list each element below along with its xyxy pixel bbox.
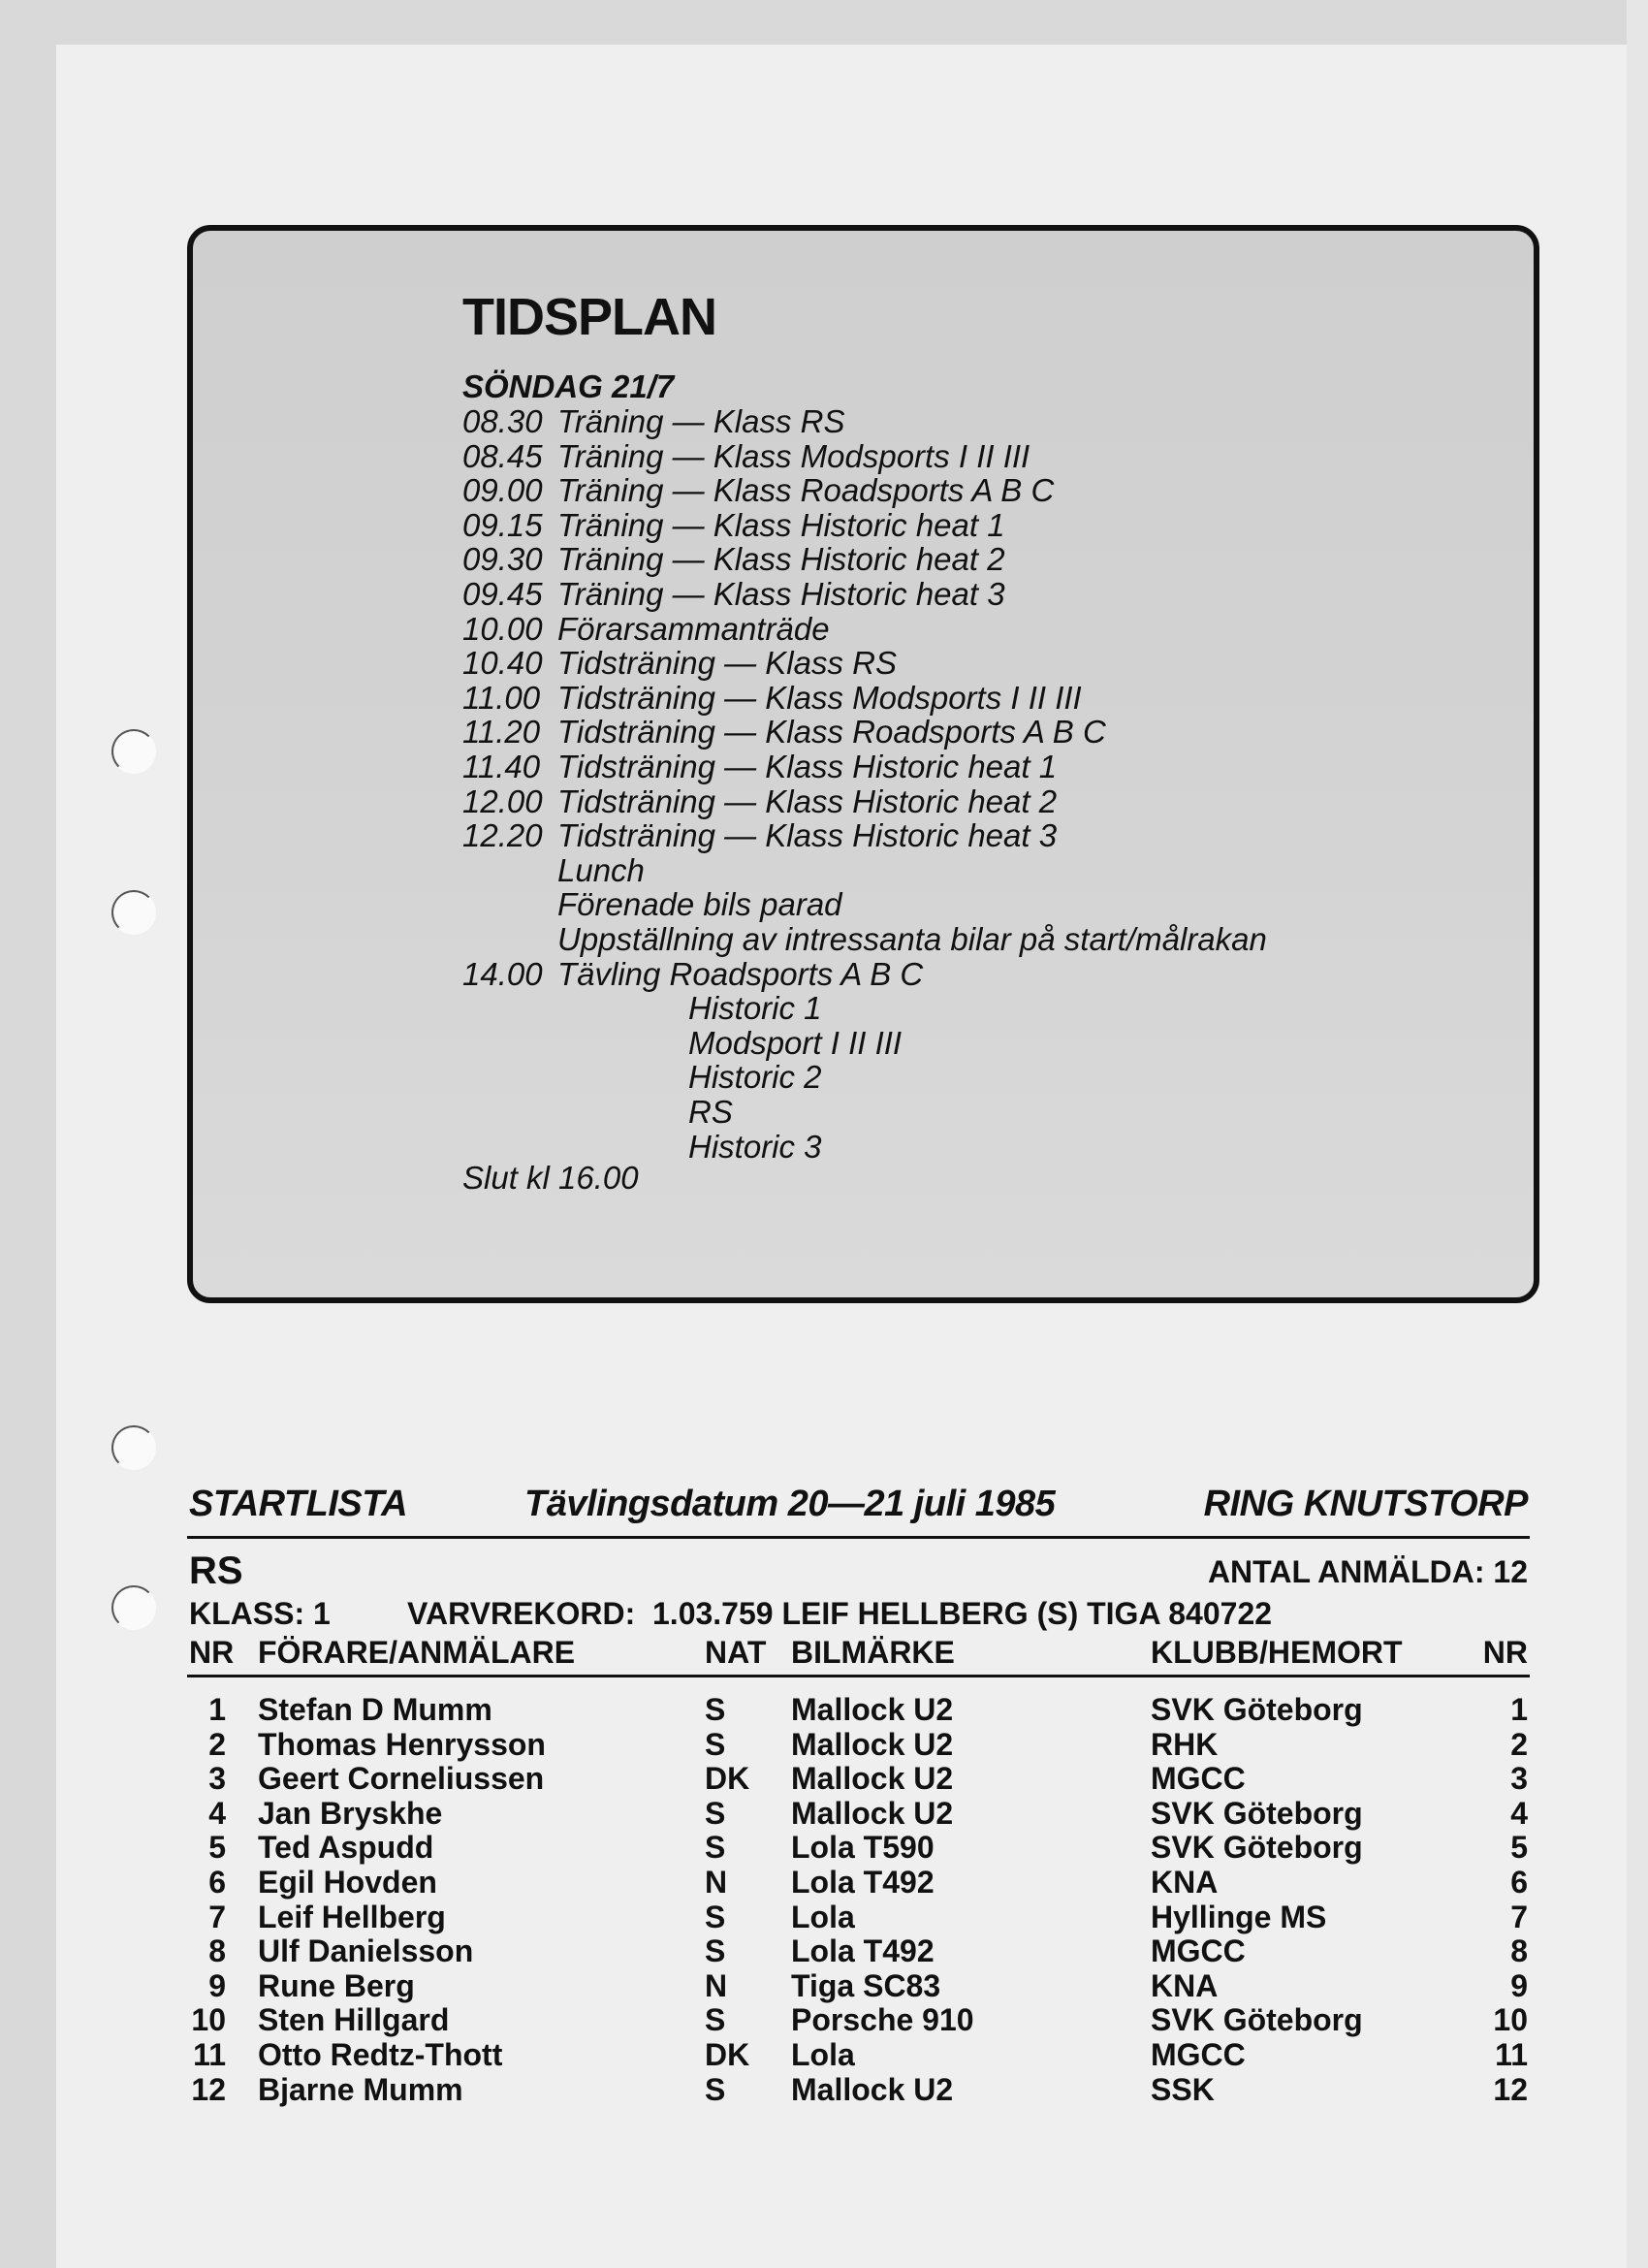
schedule-activity: Träning — Klass Historic heat 3 xyxy=(557,576,1005,612)
row-club: Hyllinge MS xyxy=(1151,1899,1327,1934)
col-club: KLUBB/HEMORT xyxy=(1151,1635,1403,1670)
race-order-item: Historic 2 xyxy=(688,1059,822,1096)
col-car: BILMÄRKE xyxy=(791,1635,955,1670)
table-rule xyxy=(187,1675,1530,1677)
row-car: Mallock U2 xyxy=(791,1726,954,1762)
row-driver: Geert Corneliussen xyxy=(258,1761,545,1797)
row-driver: Ulf Danielsson xyxy=(258,1933,474,1969)
schedule-activity: Träning — Klass RS xyxy=(557,403,845,439)
row-nr-right: 2 xyxy=(1510,1726,1528,1762)
row-driver: Rune Berg xyxy=(258,1967,415,2003)
schedule-end: Slut kl 16.00 xyxy=(462,1160,639,1196)
row-driver: Thomas Henrysson xyxy=(258,1726,546,1762)
row-driver: Ted Aspudd xyxy=(258,1830,434,1866)
row-club: SVK Göteborg xyxy=(1151,1692,1363,1727)
row-club: SSK xyxy=(1151,2071,1215,2107)
schedule-activity: Tidsträning — Klass Modsports I II III xyxy=(557,679,1082,716)
venue: RING KNUTSTORP xyxy=(1203,1484,1528,1524)
race-order-item: Historic 1 xyxy=(688,990,822,1027)
row-car: Porsche 910 xyxy=(791,2002,974,2038)
row-club: MGCC xyxy=(1151,2037,1246,2072)
row-nr: 3 xyxy=(208,1761,226,1797)
row-nr: 2 xyxy=(208,1726,226,1762)
row-driver: Stefan D Mumm xyxy=(258,1692,492,1727)
schedule-activity: Träning — Klass Roadsports A B C xyxy=(557,472,1055,509)
row-club: MGCC xyxy=(1151,1761,1246,1797)
row-driver: Otto Redtz-Thott xyxy=(258,2037,503,2072)
schedule-time: 12.00 xyxy=(462,783,543,819)
row-club: SVK Göteborg xyxy=(1151,1795,1363,1831)
row-car: Lola T492 xyxy=(791,1933,935,1969)
schedule-activity: Förenade bils parad xyxy=(557,886,842,923)
row-nr: 9 xyxy=(208,1967,226,2003)
competition-date: Tävlingsdatum 20—21 juli 1985 xyxy=(524,1484,1056,1524)
schedule-activity: Lunch xyxy=(557,851,645,888)
punch-hole xyxy=(111,1585,156,1630)
class-code: RS xyxy=(189,1549,243,1592)
schedule-activity: Tävling Roadsports A B C xyxy=(557,955,924,992)
row-nr: 5 xyxy=(208,1830,226,1866)
row-nr: 11 xyxy=(193,2037,226,2072)
schedule-activity: Uppställning av intressanta bilar på start/målrakan xyxy=(557,921,1267,957)
schedule-time: 08.30 xyxy=(462,403,543,439)
row-nat: S xyxy=(705,1830,726,1866)
schedule-activity: Träning — Klass Modsports I II III xyxy=(557,437,1030,474)
schedule-time: 11.20 xyxy=(462,714,541,751)
row-nr: 6 xyxy=(208,1865,226,1900)
schedule-activity: Tidsträning — Klass Historic heat 1 xyxy=(557,749,1058,784)
row-car: Mallock U2 xyxy=(791,1692,954,1727)
row-car: Lola T590 xyxy=(791,1830,935,1866)
row-nat: N xyxy=(705,1967,728,2003)
row-nat: N xyxy=(705,1865,728,1900)
row-nr: 7 xyxy=(208,1899,226,1934)
row-nr: 12 xyxy=(191,2071,226,2107)
row-driver: Sten Hillgard xyxy=(258,2002,450,2038)
row-nat: S xyxy=(705,1692,726,1727)
schedule-activity: Träning — Klass Historic heat 1 xyxy=(557,506,1005,543)
schedule-activity: Tidsträning — Klass Historic heat 2 xyxy=(557,783,1058,819)
row-car: Mallock U2 xyxy=(791,2071,954,2107)
race-order-item: Modsport I II III xyxy=(688,1024,903,1061)
lap-record-label: VARVREKORD: xyxy=(407,1596,636,1631)
row-driver: Jan Bryskhe xyxy=(258,1795,443,1831)
row-nr: 1 xyxy=(208,1692,226,1727)
schedule-time: 11.00 xyxy=(462,679,541,716)
row-nr-right: 1 xyxy=(1510,1692,1528,1727)
row-nr: 4 xyxy=(208,1795,226,1831)
race-order-item: Historic 3 xyxy=(688,1128,822,1165)
row-nr-right: 8 xyxy=(1510,1933,1528,1969)
row-nr-right: 4 xyxy=(1510,1795,1528,1831)
row-car: Mallock U2 xyxy=(791,1761,954,1797)
row-car: Tiga SC83 xyxy=(791,1967,941,2003)
punch-hole xyxy=(111,890,156,935)
row-nat: S xyxy=(705,2002,726,2038)
entries-count: ANTAL ANMÄLDA: 12 xyxy=(1207,1554,1528,1589)
row-nr-right: 9 xyxy=(1510,1967,1528,2003)
schedule-time: 12.20 xyxy=(462,817,543,854)
schedule-time: 14.00 xyxy=(462,955,543,992)
race-order-item: RS xyxy=(688,1094,733,1130)
header-rule xyxy=(187,1536,1530,1539)
row-car: Mallock U2 xyxy=(791,1795,954,1831)
schedule-time: 10.40 xyxy=(462,645,543,682)
schedule-activity: Förarsammanträde xyxy=(557,610,830,647)
paper-edge xyxy=(1627,0,1648,2268)
row-driver: Bjarne Mumm xyxy=(258,2071,463,2107)
row-nat: S xyxy=(705,1933,726,1969)
schedule-time: 10.00 xyxy=(462,610,543,647)
schedule-time: 09.00 xyxy=(462,472,543,509)
schedule-activity: Tidsträning — Klass Roadsports A B C xyxy=(557,714,1106,751)
row-car: Lola T492 xyxy=(791,1865,935,1900)
schedule-activity: Tidsträning — Klass Historic heat 3 xyxy=(557,817,1058,854)
row-nat: S xyxy=(705,2071,726,2107)
startlist-label: STARTLISTA xyxy=(189,1484,408,1524)
row-nat: S xyxy=(705,1899,726,1934)
lap-record-value: 1.03.759 LEIF HELLBERG (S) TIGA 840722 xyxy=(652,1596,1273,1631)
row-nr-right: 10 xyxy=(1493,2002,1528,2038)
row-car: Lola xyxy=(791,1899,855,1934)
klass-label: KLASS: 1 xyxy=(189,1596,331,1631)
row-nr-right: 12 xyxy=(1493,2071,1528,2107)
schedule-time: 11.40 xyxy=(462,749,541,784)
row-nr-right: 7 xyxy=(1510,1899,1528,1934)
row-club: KNA xyxy=(1151,1967,1219,2003)
row-nr-right: 11 xyxy=(1495,2037,1528,2072)
row-nr-right: 6 xyxy=(1510,1865,1528,1900)
col-driver: FÖRARE/ANMÄLARE xyxy=(258,1635,576,1670)
col-nr-right: NR xyxy=(1482,1635,1528,1670)
row-nr: 10 xyxy=(191,2002,226,2038)
punch-hole xyxy=(111,729,156,774)
schedule-time: 08.45 xyxy=(462,437,543,474)
schedule-title: TIDSPLAN xyxy=(462,288,716,346)
schedule-time: 09.15 xyxy=(462,506,543,543)
punch-hole xyxy=(111,1425,156,1470)
row-nr-right: 3 xyxy=(1510,1761,1528,1797)
row-nat: S xyxy=(705,1726,726,1762)
row-nat: DK xyxy=(705,1761,750,1797)
row-nr: 8 xyxy=(208,1933,226,1969)
schedule-activity: Tidsträning — Klass RS xyxy=(557,645,897,682)
col-nat: NAT xyxy=(705,1635,767,1670)
schedule-activity: Träning — Klass Historic heat 2 xyxy=(557,541,1005,578)
row-club: MGCC xyxy=(1151,1933,1246,1969)
row-driver: Leif Hellberg xyxy=(258,1899,446,1934)
row-club: KNA xyxy=(1151,1865,1219,1900)
col-nr: NR xyxy=(189,1635,235,1670)
schedule-day: SÖNDAG 21/7 xyxy=(462,368,675,404)
row-club: SVK Göteborg xyxy=(1151,2002,1363,2038)
row-club: RHK xyxy=(1151,1726,1219,1762)
row-nat: S xyxy=(705,1795,726,1831)
row-car: Lola xyxy=(791,2037,855,2072)
row-nr-right: 5 xyxy=(1510,1830,1528,1866)
schedule-time: 09.45 xyxy=(462,576,543,612)
schedule-time: 09.30 xyxy=(462,541,543,578)
row-club: SVK Göteborg xyxy=(1151,1830,1363,1866)
row-nat: DK xyxy=(705,2037,750,2072)
row-driver: Egil Hovden xyxy=(258,1865,437,1900)
